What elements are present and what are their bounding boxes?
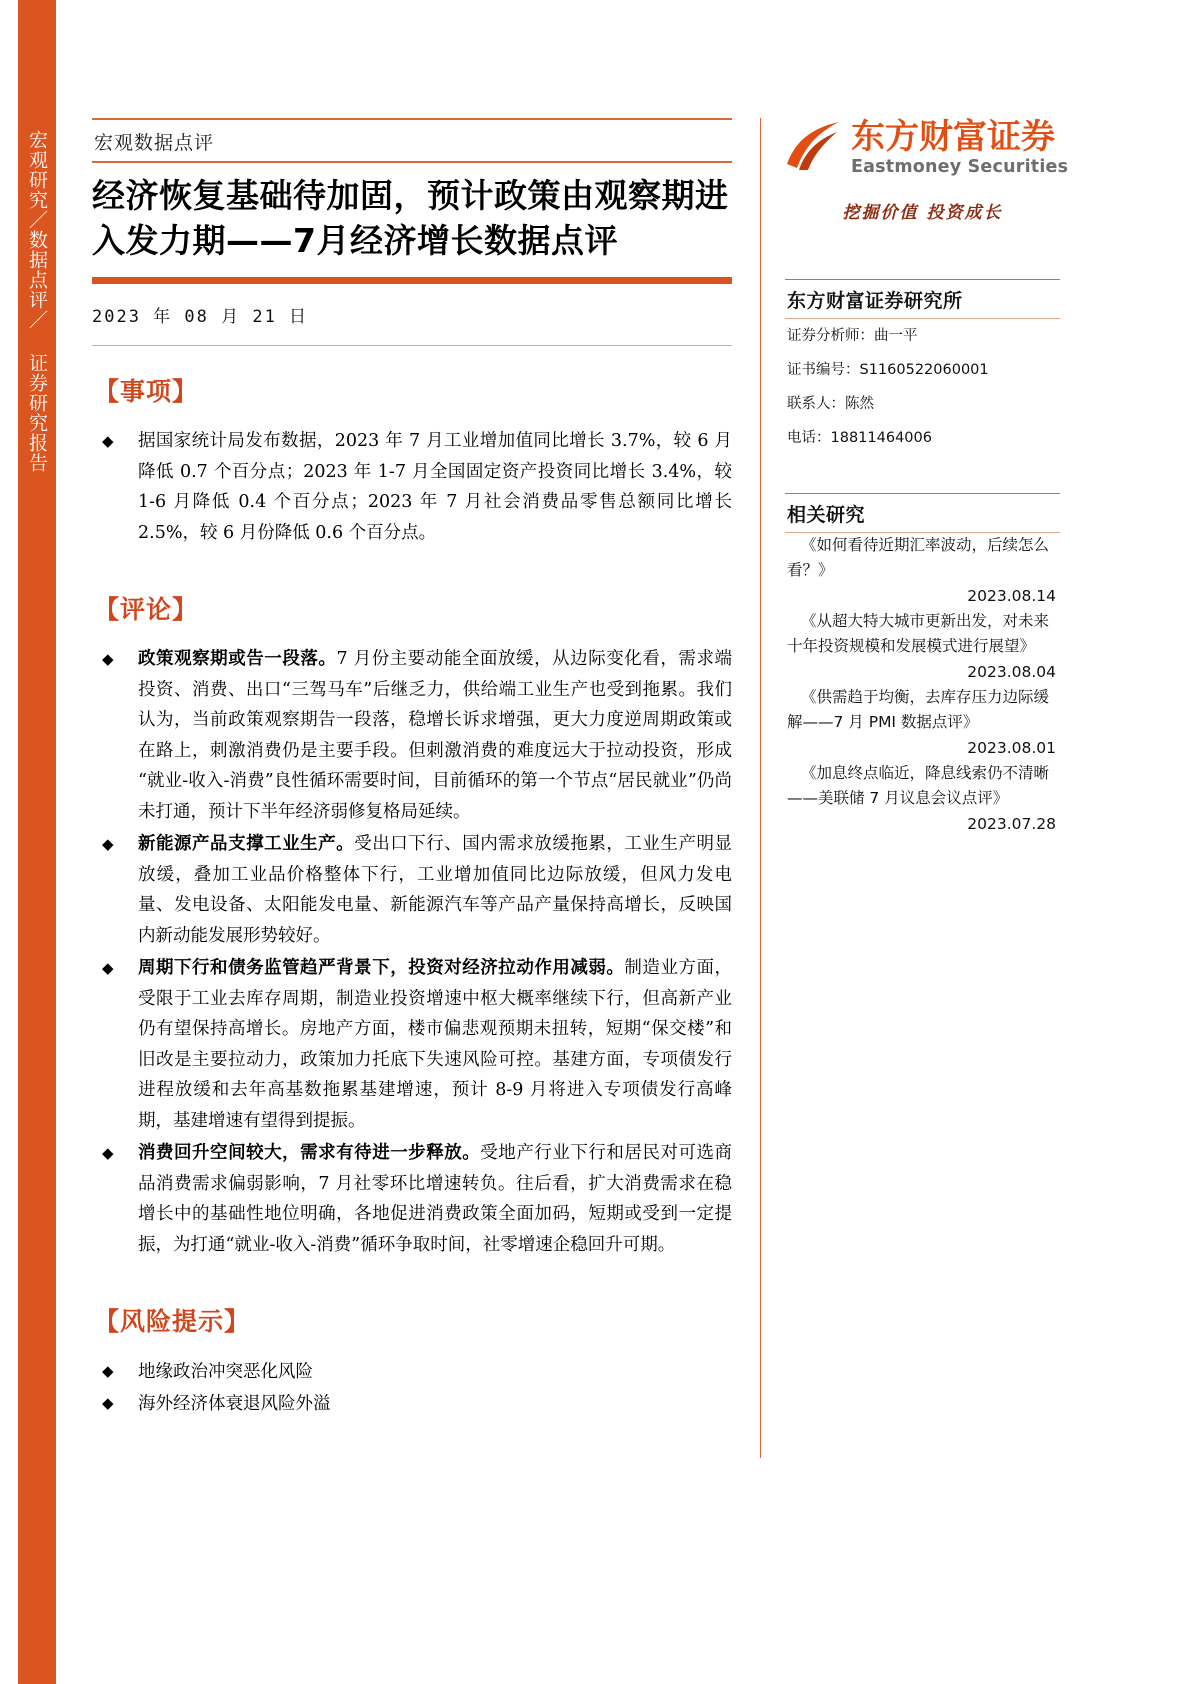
title-bottom-rule <box>92 277 732 284</box>
list-item <box>92 953 732 1136</box>
comment-lead: 政策观察期或告一段落。 <box>138 649 337 669</box>
events-list <box>92 426 732 548</box>
comments-list <box>92 644 732 1260</box>
list-item: ◆ 地缘政治冲突恶化风险 <box>92 1356 732 1388</box>
comment-body: 受出口下行、国内需求放缓拖累，工业生产明显放缓，叠加工业品价格整体下行，工业增加值同比边际放缓，但风力发电量、发电设备、太阳能发电量、新能源汽车等产品产量保持高增长，反映国内新动能发展形势较好。 <box>138 834 732 946</box>
spine-vertical-label: 宏观研究／数据点评／ 证券研究报告 <box>26 130 48 473</box>
date-bottom-rule <box>92 345 732 346</box>
list-item: ◆ 据国家统计局发布数据，2023 年 7 月工业增加值同比增长 3.7%，较 6 月降低 0.7 个百分点；2023 年 1-7 月全国固定资产投资同比增长 3.4%，较 1-6 月降低 0.4 个百分点；2023 年 7 月社会消费品零售总额同比增长 2.5%，较 6 月份降低 0.6 个百分点。 <box>92 426 732 548</box>
comment-body: 7 月份主要动能全面放缓，从边际变化看，需求端投资、消费、出口“三驾马车”后继乏力，供给端工业生产也受到拖累。我们认为，当前政策观察期告一段落，稳增长诉求增强，更大力度逆周期政策或在路上，刺激消费仍是主要手段。但刺激消费的难度远大于拉动投资，形成“就业-收入-消费”良性循环需要时间，目前循环的第一个节点“居民就业”仍尚未打通，预计下半年经济弱修复格局延续。 <box>138 649 732 822</box>
related-item-date: 2023.07.28 <box>967 815 1056 833</box>
column-divider <box>760 118 761 1458</box>
section-heading-events: 【事项】 <box>94 377 199 406</box>
related-item-date: 2023.08.14 <box>967 587 1056 605</box>
brand-wordmark <box>851 118 1068 178</box>
contact-phone: 电话：18811464006 <box>787 430 932 446</box>
report-category-label: 宏观数据点评 <box>94 132 215 154</box>
title-top-rule <box>92 161 732 163</box>
brand-slogan: 挖掘价值 投资成长 <box>842 203 1003 223</box>
related-item-title[interactable]: 《供需趋于均衡，去库存压力边际缓解——7 月 PMI 数据点评》 <box>787 688 1050 731</box>
page-title: 经济恢复基础待加固，预计政策由观察期进入发力期——7月经济增长数据点评 <box>92 176 729 260</box>
related-item-date: 2023.08.01 <box>967 739 1056 757</box>
license-number: 证书编号：S1160522060001 <box>787 362 989 378</box>
comment-body: 受地产行业下行和居民对可选商品消费需求偏弱影响，7 月社零环比增速转负。往后看，扩大消费需求在稳增长中的基础性地位明确，各地促进消费政策全面加码，短期或受到一定提振，为打通“就业-收入-消费”循环争取时间，社零增速企稳回升可期。 <box>138 1143 732 1255</box>
related-item-title[interactable]: 《从超大特大城市更新出发，对未来十年投资规模和发展模式进行展望》 <box>787 612 1050 655</box>
section-heading-risks: 【风险提示】 <box>94 1307 251 1336</box>
contact-name: 联系人：陈然 <box>787 396 874 412</box>
list-item <box>92 1138 732 1260</box>
related-item-date: 2023.08.04 <box>967 663 1056 681</box>
brand-name-en: Eastmoney Securities <box>851 157 1069 177</box>
related-research-block <box>785 493 1060 837</box>
brand-logo <box>785 117 1069 178</box>
comment-lead: 新能源产品支撑工业生产。 <box>138 834 355 854</box>
list-item <box>92 829 732 951</box>
main-content-column <box>92 118 732 1420</box>
section-heading-comments: 【评论】 <box>94 595 199 624</box>
institute-block <box>785 279 1060 455</box>
comment-lead: 周期下行和债务监管趋严背景下，投资对经济拉动作用减弱。 <box>138 958 625 978</box>
related-item-title[interactable]: 《如何看待近期汇率波动，后续怎么看？》 <box>787 536 1050 579</box>
publish-date: 2023 年 08 月 21 日 <box>92 307 309 327</box>
brand-name-cn: 东方财富证券 <box>851 117 1055 157</box>
kicker-top-rule <box>92 118 732 120</box>
risks-list <box>92 1356 732 1420</box>
list-item <box>92 644 732 827</box>
institute-title: 东方财富证券研究所 <box>787 290 963 312</box>
related-item-title[interactable]: 《加息终点临近，降息线索仍不清晰——美联储 7 月议息会议点评》 <box>787 764 1050 807</box>
comment-body: 制造业方面，受限于工业去库存周期，制造业投资增速中枢大概率继续下行，但高新产业仍有望保持高增长。房地产方面，楼市偏悲观预期未扭转，短期“保交楼”和旧改是主要拉动力，政策加力托底下失速风险可控。基建方面，专项债发行进程放缓和去年高基数拖累基建增速，预计 8-9 月将进入专项债发行高峰期，基建增速有望得到提振。 <box>138 958 732 1131</box>
list-item: ◆ 海外经济体衰退风险外溢 <box>92 1388 732 1420</box>
left-orange-spine <box>18 0 56 1684</box>
analyst-name: 证券分析师：曲一平 <box>787 328 918 344</box>
eastmoney-swoosh-icon <box>785 120 843 177</box>
sidebar-column <box>785 117 1069 837</box>
related-research-title: 相关研究 <box>787 504 866 526</box>
comment-lead: 消费回升空间较大，需求有待进一步释放。 <box>138 1143 481 1163</box>
